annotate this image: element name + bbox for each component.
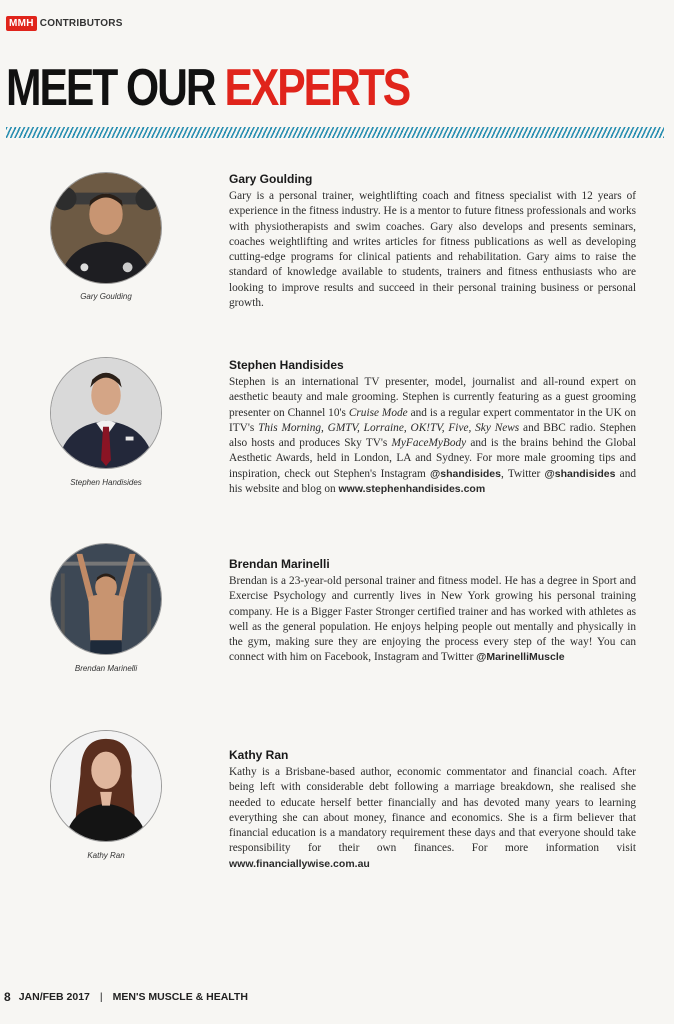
twitter-handle: @MarinelliMuscle bbox=[476, 651, 565, 664]
page-footer bbox=[4, 990, 248, 1004]
photo-caption: Brendan Marinelli bbox=[74, 664, 138, 673]
instagram-handle: @shandisides bbox=[430, 467, 501, 480]
website-link: www.stephenhandisides.com bbox=[338, 483, 486, 496]
kathy-ran-portrait bbox=[50, 730, 162, 842]
photo-caption: Gary Goulding bbox=[80, 292, 132, 301]
expert-name: Kathy Ran bbox=[229, 748, 289, 762]
expert-bio: Kathy is a Brisbane-based author, economic commentator and financial coach. After being left with considerable debt following a marriage breakdown, she realised she needed to educate herself better financially and has devoted many years to learning everything she can about money, finance and economics. She is a firm believer that financial education is a mandatory requirement these days and that everyone should take responsibility for their own finances. For more information visit www.financiallywise.com.au bbox=[229, 766, 636, 870]
show-title: MyFaceMyBody bbox=[391, 437, 467, 450]
section-header bbox=[6, 16, 123, 31]
expert-bio: Brendan is a 23-year-old personal trainer and fitness model. He has a degree in Sport and Exercise Psychology and currently lives in New York growing his personal training company. He is a Bigger Faster Stronger certified trainer and has worked with athletes as well as the general population. He enjoys helping people out mentally and physically in the gym, making sure they are enjoying the process every step of the way! You can connect with him on Facebook, Instagram and Twitter @MarinelliMuscle bbox=[229, 575, 636, 664]
section-label: CONTRIBUTORS bbox=[39, 18, 123, 29]
expert-name: Stephen Handisides bbox=[229, 358, 344, 372]
decorative-hatched-rule bbox=[6, 127, 664, 138]
mmh-logo-badge: MMH bbox=[6, 16, 37, 31]
expert-name: Gary Goulding bbox=[229, 172, 313, 186]
gary-goulding-portrait bbox=[50, 172, 162, 284]
photo-caption: Stephen Handisides bbox=[70, 478, 142, 487]
title-part-1: MEET OUR bbox=[6, 59, 225, 117]
page-number: 8 bbox=[4, 990, 11, 1004]
show-title: Cruise Mode bbox=[348, 406, 408, 419]
stephen-handisides-portrait bbox=[50, 357, 162, 469]
brendan-marinelli-portrait bbox=[50, 543, 162, 655]
footer-separator: | bbox=[99, 991, 103, 1003]
photo-caption: Kathy Ran bbox=[87, 851, 125, 860]
twitter-handle: @shandisides bbox=[544, 467, 616, 480]
expert-name: Brendan Marinelli bbox=[229, 557, 330, 571]
page-title bbox=[6, 59, 410, 117]
website-link: www.financiallywise.com.au bbox=[229, 857, 370, 870]
issue-date: JAN/FEB 2017 bbox=[18, 991, 90, 1003]
show-title: This Morning, GMTV, Lorraine, OK!TV, Five, Sky News bbox=[258, 421, 520, 434]
expert-bio: Stephen is an international TV presenter, model, journalist and all-round expert on aesthetic beauty and male grooming. Stephen is currently featuring as a guest grooming presenter on Channel 10's Cruise Mode and is a regular expert commentator in the UK on ITV's This Morning, GMTV, Lorraine, OK!TV, Five, Sky News and BBC radio. Stephen also hosts and produces Sky TV's MyFaceMyBody and is the brains behind the Global Aesthetic Awards, held in London, LA and Sydney. For more male grooming tips and inspiration, check out Stephen's Instagram @shandisides, Twitter @shandisides and his website and blog on www.stephenhandisides.com bbox=[229, 376, 636, 496]
expert-bio: Gary is a personal trainer, weightlifting coach and fitness specialist with 12 years of experience in the fitness industry. He is a mentor to future fitness professionals and works with physiotherapists and swim coaches. Gary also develops and presents seminars, coaches weightlifting and writes articles for fitness publications as well as developing cutting-edge programs for clinical patients and rehabilitation. Gary aims to raise the standard of knowledge available to students, trainers and fitness enthusiasts who are looking to improve results and succeed in their personal training business or personal growth. bbox=[229, 190, 636, 310]
title-part-2: EXPERTS bbox=[224, 59, 410, 117]
magazine-name: MEN'S MUSCLE & HEALTH bbox=[112, 991, 248, 1003]
